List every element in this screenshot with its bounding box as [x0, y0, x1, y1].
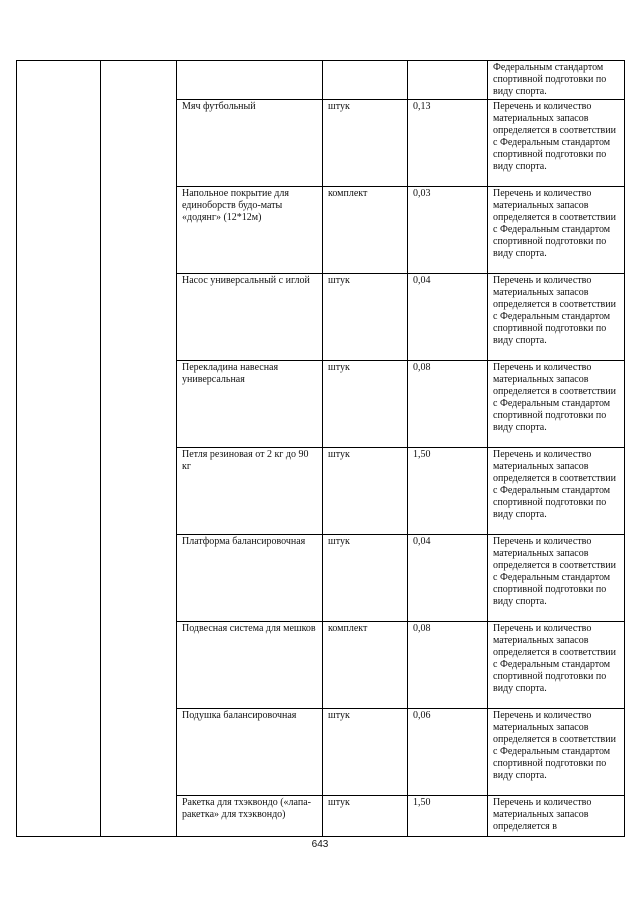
unit-cell: комплект: [323, 187, 408, 274]
item-name-cell: Напольное покрытие для единоборств будо-маты «додянг» (12*12м): [177, 187, 323, 274]
item-name-cell: Петля резиновая от 2 кг до 90 кг: [177, 448, 323, 535]
quantity-cell: 0,13: [408, 100, 488, 187]
item-name-cell: Перекладина навесная универсальная: [177, 361, 323, 448]
item-name-cell: [177, 61, 323, 100]
item-name-cell: Платформа балансировочная: [177, 535, 323, 622]
unit-cell: [323, 61, 408, 100]
unit-cell: штук: [323, 361, 408, 448]
quantity-cell: 1,50: [408, 448, 488, 535]
note-cell: Федеральным стандартом спортивной подготовки по виду спорта.: [488, 61, 625, 100]
note-cell: Перечень и количество материальных запасов определяется в соответствии с Федеральным стандартом спортивной подготовки по виду спорта.: [488, 100, 625, 187]
note-cell: Перечень и количество материальных запасов определяется в соответствии с Федеральным стандартом спортивной подготовки по виду спорта.: [488, 709, 625, 796]
equipment-table: [16, 60, 625, 837]
quantity-cell: 0,06: [408, 709, 488, 796]
unit-cell: штук: [323, 796, 408, 837]
quantity-cell: 1,50: [408, 796, 488, 837]
note-cell: Перечень и количество материальных запасов определяется в: [488, 796, 625, 837]
note-cell: Перечень и количество материальных запасов определяется в соответствии с Федеральным стандартом спортивной подготовки по виду спорта.: [488, 274, 625, 361]
quantity-cell: 0,08: [408, 622, 488, 709]
note-cell: Перечень и количество материальных запасов определяется в соответствии с Федеральным стандартом спортивной подготовки по виду спорта.: [488, 361, 625, 448]
unit-cell: штук: [323, 274, 408, 361]
merged-cell-1: [17, 61, 101, 837]
table-row-continuation: [17, 61, 625, 100]
unit-cell: штук: [323, 448, 408, 535]
item-name-cell: Мяч футбольный: [177, 100, 323, 187]
note-cell: Перечень и количество материальных запасов определяется в соответствии с Федеральным стандартом спортивной подготовки по виду спорта.: [488, 187, 625, 274]
item-name-cell: Подушка балансировочная: [177, 709, 323, 796]
unit-cell: штук: [323, 535, 408, 622]
unit-cell: штук: [323, 100, 408, 187]
unit-cell: комплект: [323, 622, 408, 709]
merged-cell-2: [101, 61, 177, 837]
page-number: 643: [311, 839, 329, 850]
unit-cell: штук: [323, 709, 408, 796]
item-name-cell: Ракетка для тхэквондо («лапа-ракетка» для тхэквондо): [177, 796, 323, 837]
quantity-cell: 0,03: [408, 187, 488, 274]
note-cell: Перечень и количество материальных запасов определяется в соответствии с Федеральным стандартом спортивной подготовки по виду спорта.: [488, 448, 625, 535]
item-name-cell: Насос универсальный с иглой: [177, 274, 323, 361]
note-cell: Перечень и количество материальных запасов определяется в соответствии с Федеральным стандартом спортивной подготовки по виду спорта.: [488, 535, 625, 622]
item-name-cell: Подвесная система для мешков: [177, 622, 323, 709]
quantity-cell: [408, 61, 488, 100]
note-cell: Перечень и количество материальных запасов определяется в соответствии с Федеральным стандартом спортивной подготовки по виду спорта.: [488, 622, 625, 709]
quantity-cell: 0,04: [408, 535, 488, 622]
quantity-cell: 0,08: [408, 361, 488, 448]
quantity-cell: 0,04: [408, 274, 488, 361]
